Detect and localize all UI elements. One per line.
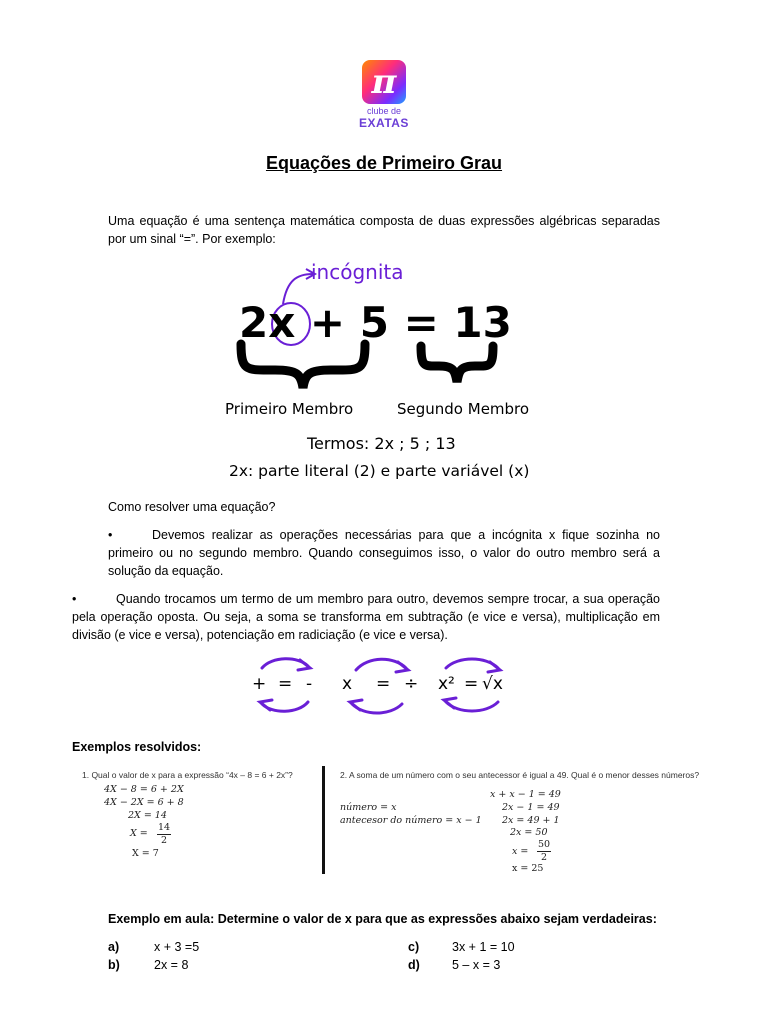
swap-arrowhead-bottom-3 — [444, 698, 456, 708]
example-2-def: número = x — [340, 802, 397, 813]
parts-line: 2x: parte literal (2) e parte variável (x) — [229, 462, 530, 480]
example-2-step: x = — [512, 846, 529, 857]
swap-arrowhead-top-3 — [488, 662, 500, 672]
example-2-step: 2x − 1 = 49 — [502, 802, 560, 813]
minus-symbol: - — [306, 674, 313, 694]
exercise-label: a) — [108, 940, 120, 954]
logo-line2: EXATAS — [359, 116, 409, 130]
equals-symbol: = — [464, 674, 479, 694]
equation-figure — [225, 260, 545, 490]
example-2-step: 2x = 49 + 1 — [502, 815, 560, 826]
exercise-expression: 5 – x = 3 — [452, 958, 501, 972]
example-2-step: x + x − 1 = 49 — [490, 789, 561, 800]
equation-annotations — [225, 260, 545, 490]
exercise-item — [108, 940, 119, 954]
intro-paragraph: Uma equação é uma sentença matemática composta de duas expressões algébricas separadas por um sinal “=”. Por exemplo: — [108, 214, 660, 246]
examples-heading: Exemplos resolvidos: — [72, 740, 202, 754]
example-2-step: 2x = 50 — [510, 827, 548, 838]
equals-symbol: = — [278, 674, 293, 694]
root-symbol: √x — [482, 674, 503, 694]
exercise-expression: x + 3 =5 — [154, 940, 200, 954]
divide-symbol: ÷ — [404, 674, 419, 694]
exercise-label: b) — [108, 958, 120, 972]
power-symbol: x² — [438, 674, 455, 694]
solved-examples — [72, 764, 708, 876]
example-2-question: 2. A soma de um número com o seu antecessor é igual a 49. Qual é o menor desses números? — [340, 770, 700, 780]
exercise-expression: 3x + 1 = 10 — [452, 940, 515, 954]
example-1-step: 4X − 8 = 6 + 2X — [104, 784, 184, 795]
example-1-fraction-num: 14 — [158, 822, 171, 833]
bullet-text: Quando trocamos um termo de um membro para outro, devemos sempre trocar, a sua operação pela operação oposta. Ou seja, a soma se transforma em subtração (e vice e versa), multiplicação em divisão (e vice e versa), potenciação em radiciação (e vice e versa). — [72, 592, 660, 642]
bullet-item — [108, 526, 660, 580]
logo-line1: clube de — [366, 106, 402, 116]
multiply-symbol: x — [342, 674, 353, 694]
example-1-step: 2X = 14 — [128, 810, 167, 821]
example-1-question: 1. Qual o valor de x para a expressão “4x – 8 = 6 + 2x”? — [82, 770, 293, 780]
equals-symbol: = — [376, 674, 391, 694]
swap-arrowhead-bottom-2 — [350, 700, 362, 710]
logo — [356, 60, 412, 140]
bullet-dot-icon: • — [72, 592, 77, 606]
exercise-label: d) — [408, 958, 420, 972]
terms-line: Termos: 2x ; 5 ; 13 — [307, 434, 456, 453]
plus-symbol: + — [252, 674, 267, 694]
example-2-step: x = 25 — [512, 863, 544, 874]
bullet-text: Devemos realizar as operações necessárias para que a incógnita x fique sozinha no primeiro ou no segundo membro. Quando conseguimos isso, o valor do outro membro será a solução da equação. — [108, 528, 660, 578]
swap-arrowhead-top-1 — [298, 660, 310, 670]
how-to-heading: Como resolver uma equação? — [108, 500, 276, 514]
unknown-label: incógnita — [311, 260, 404, 284]
bullet-dot-icon: • — [108, 528, 113, 542]
example-2-def: antecesor do número = x − 1 — [340, 815, 482, 826]
examples-divider — [322, 766, 325, 874]
opposite-operations — [240, 652, 530, 718]
exercise-label: c) — [408, 940, 420, 954]
second-member-brace — [421, 346, 493, 382]
swap-arrowhead-top-2 — [396, 662, 408, 672]
example-1-step: X = 7 — [132, 848, 159, 859]
bullet-item — [72, 590, 660, 644]
page-title: Equações de Primeiro Grau — [265, 153, 503, 173]
exercise-expression: 2x = 8 — [154, 958, 189, 972]
first-member-brace — [241, 344, 365, 388]
exercise-item — [408, 940, 419, 954]
example-equation: 2x + 5 = 13 — [239, 298, 512, 347]
first-member-label: Primeiro Membro — [225, 400, 354, 418]
class-example-heading: Exemplo em aula: Determine o valor de x para que as expressões abaixo sejam verdadeiras: — [108, 912, 657, 926]
second-member-label: Segundo Membro — [397, 400, 530, 418]
example-1-step: X = — [130, 828, 148, 839]
example-2-fraction-num: 50 — [538, 839, 551, 850]
example-1-step: 4X − 2X = 6 + 8 — [104, 797, 184, 808]
pi-icon: π — [371, 62, 397, 102]
example-2-fraction-den: 2 — [541, 852, 548, 863]
exercise-item — [408, 958, 420, 972]
example-1-fraction-den: 2 — [161, 835, 168, 846]
swap-arrowhead-bottom-1 — [260, 700, 272, 710]
exercise-item — [108, 958, 120, 972]
